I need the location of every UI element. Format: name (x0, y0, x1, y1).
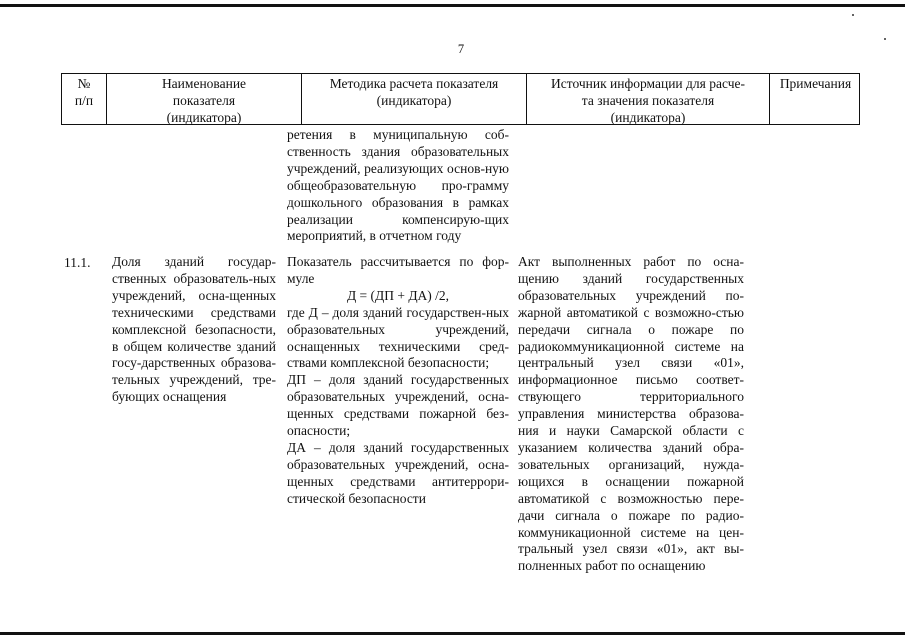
page-number: 7 (457, 42, 465, 56)
method-formula: Д = (ДП + ДА) /2, (346, 287, 450, 303)
bottom-border (0, 632, 905, 635)
row-source: Акт выполненных работ по осна-щению зданий государственных образовательных учреждений по-жарной автоматикой с возможно-стью передачи сигнала о пожаре по радиокоммуникационной системе на центральный узел связи «01», информационное письмо соответ-ствующего территориального управления министерства образова-ния и науки Самарской области с указанием количества зданий обра-зовательных организаций, нужда-ющихся в оснащении пожарной автоматикой с возможностью пере-дачи сигнала о пожаре по радио-коммуникационной системе на цен-тральный узел связи «01», акт вы-полненных работ по оснащению (518, 254, 744, 574)
top-border (0, 4, 905, 7)
header-notes: Примечания (769, 74, 861, 124)
row-name: Доля зданий государ-ственных образователь-ных учреждений, осна-щенных техническими средствами комплексной безопасности, в общем количестве зданий госу-дарственных образова-тельных учреждений, тре-бующих оснащения (112, 254, 276, 405)
row-method (287, 254, 509, 508)
method-intro: Показатель рассчитывается по фор-муле (287, 254, 509, 286)
method-def-d: где Д – доля зданий государствен-ных образовательных учреждений, оснащенных техническими сред-ствами комплексной безопасности; (287, 304, 509, 371)
scan-speck (852, 14, 854, 16)
header-name: Наименование показателя (индикатора) (106, 74, 301, 124)
header-method: Методика расчета показателя (индикатора) (301, 74, 526, 124)
table-header (61, 73, 860, 125)
method-def-da: ДА – доля зданий государственных образовательных учреждений, осна-щенных средствами антитеррори-стической безопасности (287, 439, 509, 506)
header-num: № п/п (74, 76, 94, 108)
scan-speck (884, 38, 886, 40)
continuation-method: ретения в муниципальную соб-ственность здания образовательных учреждений, реализующих основ-ную общеобразовательную про-грамму дошкольного образования в рамках реализации компенсирую-щих мероприятий, в отчетном году (287, 127, 509, 244)
row-number: 11.1. (64, 255, 91, 270)
method-def-dp: ДП – доля зданий государственных образовательных учреждений, осна-щенных средствами пожарной без-опасности; (287, 372, 509, 439)
header-source: Источник информации для расче- та значения показателя (индикатора) (526, 74, 769, 124)
